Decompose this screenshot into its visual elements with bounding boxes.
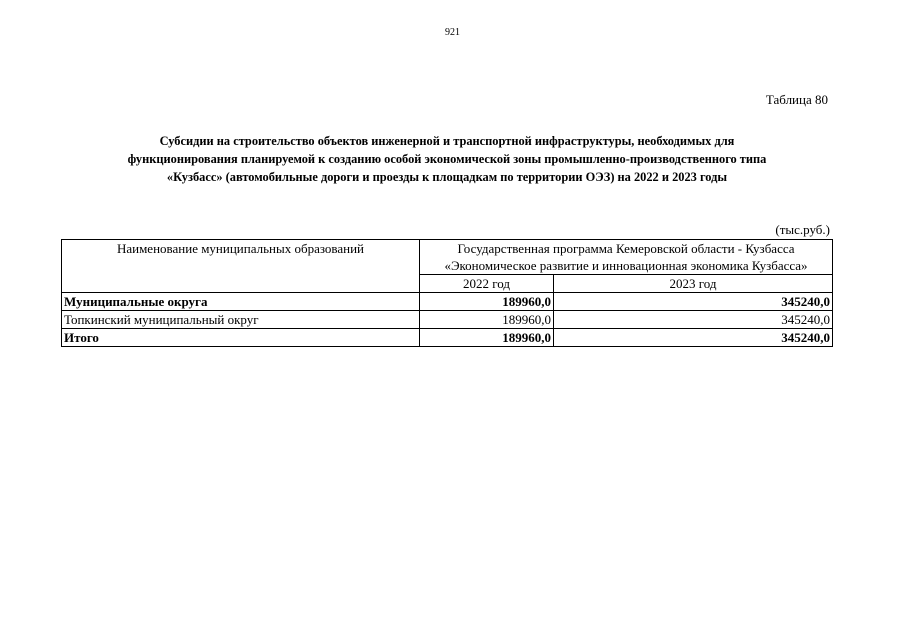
- header-program: [420, 240, 833, 275]
- title-line-1: Субсидии на строительство объектов инженерной и транспортной инфраструктуры, необходимых для: [159, 134, 735, 148]
- row-value-2023: 345240,0: [554, 293, 833, 311]
- header-year-2023: 2023 год: [554, 275, 833, 293]
- header-program-line-1: Государственная программа Кемеровской области - Кузбасса: [457, 241, 795, 256]
- table-row: [62, 293, 833, 311]
- header-year-2022: 2022 год: [420, 275, 554, 293]
- row-name: Итого: [62, 329, 420, 347]
- table-row-total: [62, 329, 833, 347]
- row-value-2022: 189960,0: [420, 293, 554, 311]
- subsidy-table: [61, 239, 833, 347]
- table-header-row: [62, 240, 833, 275]
- page-number: 921: [445, 27, 460, 38]
- table-label: Таблица 80: [765, 92, 828, 107]
- row-value-2022: 189960,0: [420, 311, 554, 329]
- units-label: (тыс.руб.): [775, 222, 830, 237]
- document-title: [62, 132, 832, 186]
- header-municipality: Наименование муниципальных образований: [62, 240, 420, 293]
- title-line-3: «Кузбасс» (автомобильные дороги и проезды к площадкам по территории ОЭЗ) на 2022 и 2023 годы: [166, 170, 728, 184]
- header-program-line-2: «Экономическое развитие и инновационная экономика Кузбасса»: [444, 258, 808, 273]
- title-line-2: функционирования планируемой к созданию особой экономической зоны промышленно-производственного типа: [127, 152, 767, 166]
- row-value-2023: 345240,0: [554, 329, 833, 347]
- row-name: Муниципальные округа: [62, 293, 420, 311]
- row-value-2023: 345240,0: [554, 311, 833, 329]
- row-name: Топкинский муниципальный округ: [62, 311, 420, 329]
- table-row: [62, 311, 833, 329]
- row-value-2022: 189960,0: [420, 329, 554, 347]
